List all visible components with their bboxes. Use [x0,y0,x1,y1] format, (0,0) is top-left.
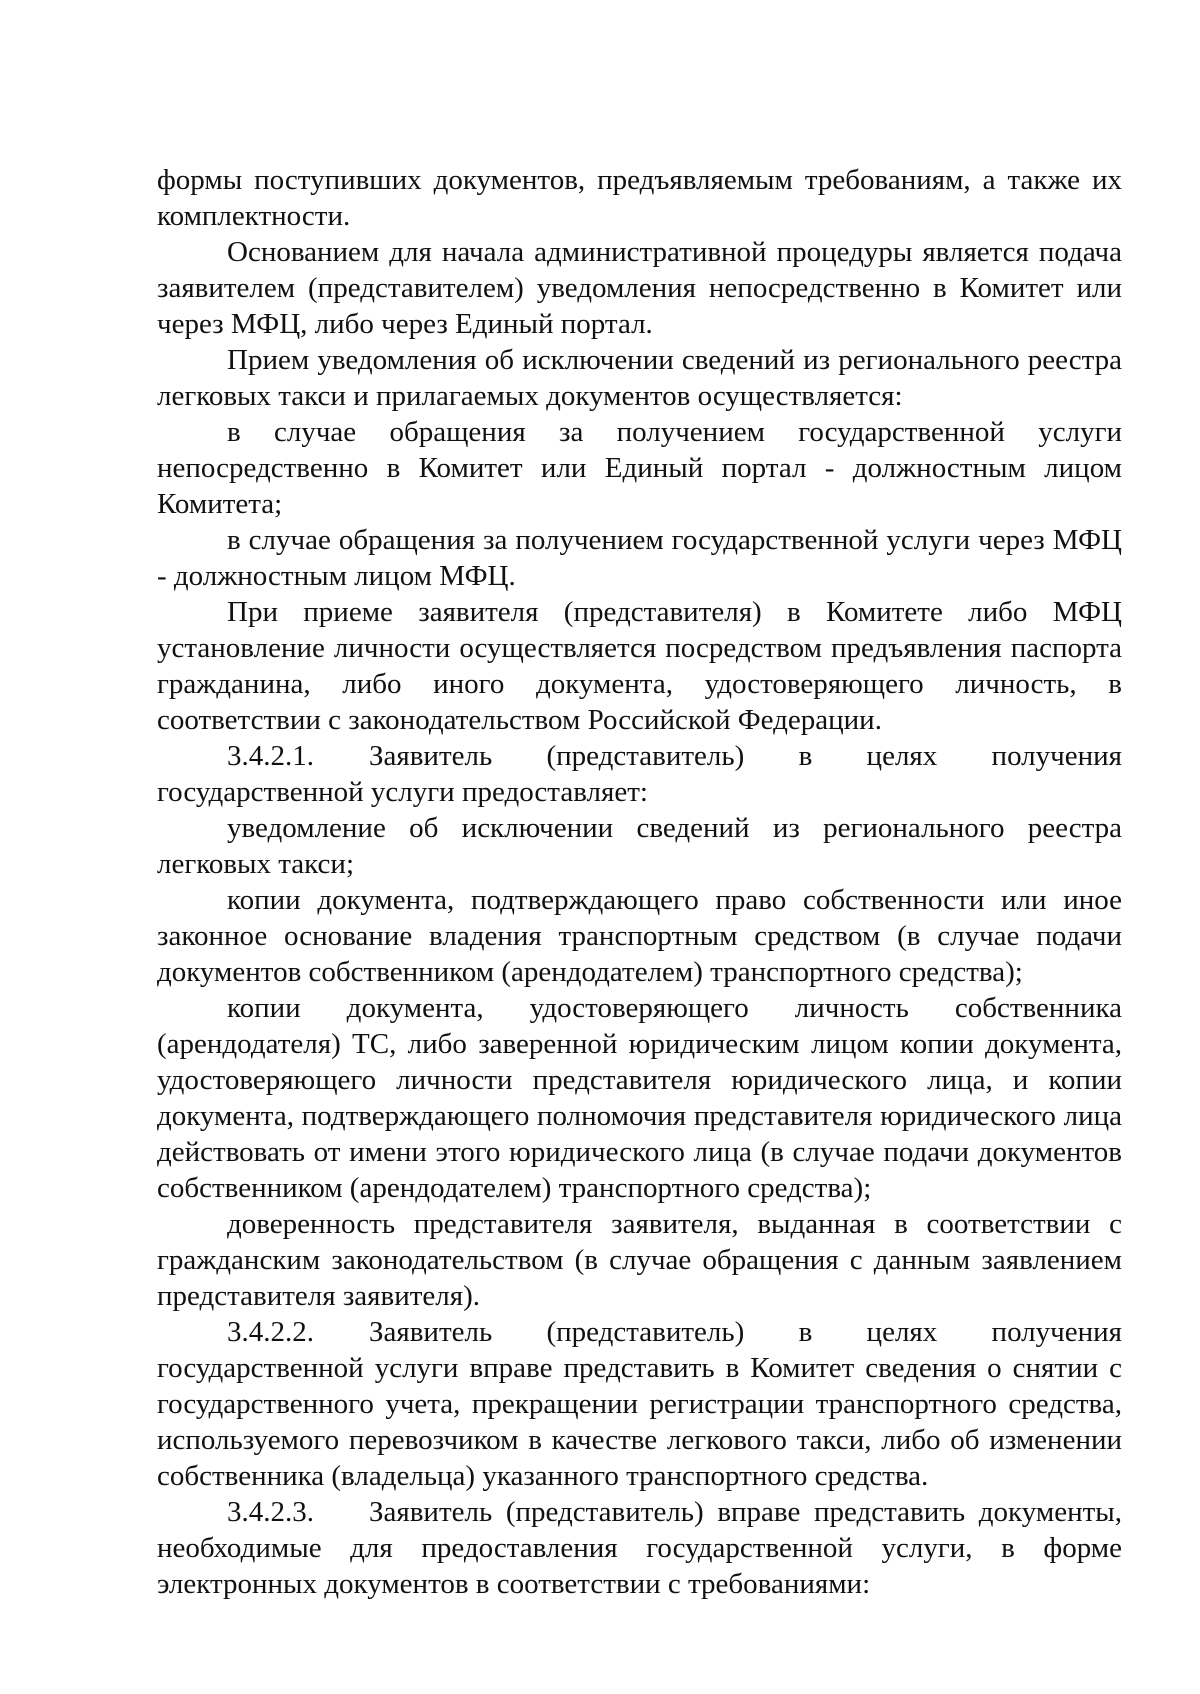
paragraph-9: копии документа, подтверждающего право собственности или иное законное основание владения транспортным средством (в случае подачи документов собственником (арендодателем) транспортного средства); [157,884,1122,988]
clause-number: 3.4.2.3. [227,1496,314,1528]
clause-text: Заявитель (представитель) вправе представить документы, необходимые для предоставления государственной услуги, в форме электронных документов в соответствии с требованиями: [157,1496,1122,1600]
paragraph-4: в случае обращения за получением государственной услуги непосредственно в Комитет или Единый портал - должностным лицом Комитета; [157,416,1122,520]
paragraph-2: Основанием для начала административной процедуры является подача заявителем (представителем) уведомления непосредственно в Комитет или через МФЦ, либо через Единый портал. [157,236,1122,340]
paragraph-1: формы поступивших документов, предъявляемым требованиям, а также их комплектности. [157,164,1122,232]
clause-number: 3.4.2.1. [227,740,314,772]
clause-3-4-2-2 [157,1314,1122,1494]
document-body [157,162,1122,1602]
paragraph-6: При приеме заявителя (представителя) в Комитете либо МФЦ установление личности осуществляется посредством предъявления паспорта гражданина, либо иного документа, удостоверяющего личность, в соответствии с законодательством Российской Федерации. [157,596,1122,736]
paragraph-5: в случае обращения за получением государственной услуги через МФЦ - должностным лицом МФЦ. [157,524,1122,592]
clause-text: Заявитель (представитель) в целях получения государственной услуги вправе представить в Комитет сведения о снятии с государственного учета, прекращении регистрации транспортного средства, используемого перевозчиком в качестве легкового такси, либо об изменении собственника (владельца) указанного транспортного средства. [157,1316,1122,1492]
paragraph-8: уведомление об исключении сведений из регионального реестра легковых такси; [157,812,1122,880]
clause-3-4-2-1 [157,738,1122,810]
clause-number: 3.4.2.2. [227,1316,314,1348]
clause-3-4-2-3 [157,1494,1122,1602]
paragraph-11: доверенность представителя заявителя, выданная в соответствии с гражданским законодательством (в случае обращения с данным заявлением представителя заявителя). [157,1208,1122,1312]
clause-text: Заявитель (представитель) в целях получения государственной услуги предоставляет: [157,740,1122,808]
paragraph-3: Прием уведомления об исключении сведений из регионального реестра легковых такси и прилагаемых документов осуществляется: [157,344,1122,412]
paragraph-10: копии документа, удостоверяющего личность собственника (арендодателя) ТС, либо заверенной юридическим лицом копии документа, удостоверяющего личности представителя юридического лица, и копии документа, подтверждающего полномочия представителя юридического лица действовать от имени этого юридического лица (в случае подачи документов собственником (арендодателем) транспортного средства); [157,992,1122,1204]
